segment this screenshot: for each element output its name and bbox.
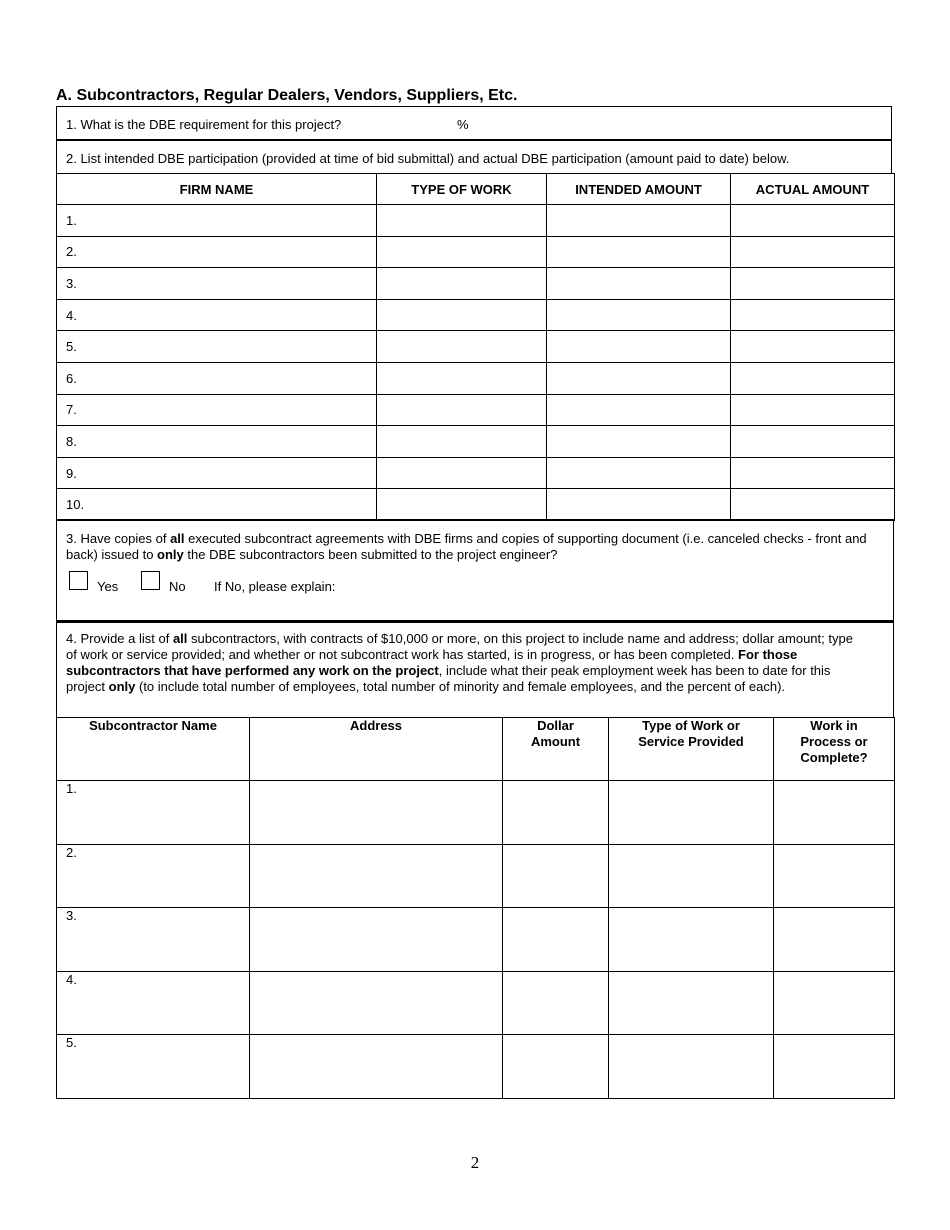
explain-label: If No, please explain: [214, 579, 336, 594]
subcontractor-name-cell[interactable]: 2. [57, 844, 250, 908]
intended-amount-cell[interactable] [547, 394, 731, 426]
address-cell[interactable] [250, 781, 503, 845]
table-row [57, 1035, 895, 1099]
actual-amount-cell[interactable] [731, 299, 895, 331]
q4-text-part: , include what their peak employment week has been to date for this project [66, 663, 831, 694]
q4-emphasis: only [108, 679, 136, 694]
type-of-work-cell[interactable] [377, 331, 547, 363]
subcontractors-table [56, 717, 895, 1099]
yes-label: Yes [97, 579, 119, 594]
address-cell[interactable] [250, 908, 503, 972]
firm-name-cell[interactable]: 7. [57, 394, 377, 426]
actual-amount-cell[interactable] [731, 268, 895, 300]
dollar-amount-cell[interactable] [503, 781, 609, 845]
col-type-of-work: TYPE OF WORK [377, 174, 547, 205]
work-status-cell[interactable] [774, 781, 895, 845]
type-of-work-cell[interactable] [609, 1035, 774, 1099]
subcontractor-name-cell[interactable]: 5. [57, 1035, 250, 1099]
type-of-work-cell[interactable] [377, 426, 547, 458]
table-row [57, 394, 895, 426]
subcontractor-name-cell[interactable]: 4. [57, 971, 250, 1035]
type-of-work-cell[interactable] [609, 908, 774, 972]
work-status-cell[interactable] [774, 908, 895, 972]
dollar-amount-cell[interactable] [503, 971, 609, 1035]
question-3-block [56, 519, 894, 621]
type-of-work-cell[interactable] [377, 362, 547, 394]
col-actual-amount: ACTUAL AMOUNT [731, 174, 895, 205]
subcontractor-name-cell[interactable]: 1. [57, 781, 250, 845]
firm-name-cell[interactable]: 8. [57, 426, 377, 458]
type-of-work-cell[interactable] [377, 236, 547, 268]
type-of-work-cell[interactable] [609, 971, 774, 1035]
dbe-participation-table [56, 173, 895, 521]
table-header-row [57, 718, 895, 781]
type-of-work-cell[interactable] [377, 299, 547, 331]
col-address: Address [250, 718, 503, 781]
table-row [57, 331, 895, 363]
firm-name-cell[interactable]: 5. [57, 331, 377, 363]
work-status-cell[interactable] [774, 844, 895, 908]
actual-amount-cell[interactable] [731, 205, 895, 237]
col-intended-amount: INTENDED AMOUNT [547, 174, 731, 205]
actual-amount-cell[interactable] [731, 236, 895, 268]
address-cell[interactable] [250, 1035, 503, 1099]
question-2-row [56, 139, 892, 173]
firm-name-cell[interactable]: 4. [57, 299, 377, 331]
q4-emphasis: all [172, 631, 188, 646]
work-status-cell[interactable] [774, 971, 895, 1035]
question-3-text [66, 531, 881, 563]
table-row [57, 426, 895, 458]
table-row [57, 236, 895, 268]
firm-name-cell[interactable]: 2. [57, 236, 377, 268]
actual-amount-cell[interactable] [731, 489, 895, 521]
col-subcontractor-name: Subcontractor Name [57, 718, 250, 781]
intended-amount-cell[interactable] [547, 457, 731, 489]
table-row [57, 268, 895, 300]
dollar-amount-cell[interactable] [503, 844, 609, 908]
type-of-work-cell[interactable] [377, 489, 547, 521]
question-1-text: 1. What is the DBE requirement for this project? [66, 117, 342, 132]
actual-amount-cell[interactable] [731, 394, 895, 426]
type-of-work-cell[interactable] [609, 781, 774, 845]
intended-amount-cell[interactable] [547, 299, 731, 331]
actual-amount-cell[interactable] [731, 331, 895, 363]
header-line: Complete? [800, 750, 868, 765]
q3-emphasis: only [157, 547, 184, 562]
q3-text-part: the DBE subcontractors been submitted to the project engineer? [183, 547, 558, 562]
col-work-status [774, 718, 895, 781]
intended-amount-cell[interactable] [547, 268, 731, 300]
actual-amount-cell[interactable] [731, 362, 895, 394]
intended-amount-cell[interactable] [547, 426, 731, 458]
dollar-amount-cell[interactable] [503, 1035, 609, 1099]
q4-emphasis: For those subcontractors that have performed any work on the project [66, 647, 798, 678]
header-line: Dollar [537, 718, 574, 733]
address-cell[interactable] [250, 971, 503, 1035]
intended-amount-cell[interactable] [547, 236, 731, 268]
question-4-text [66, 631, 866, 695]
table-header-row [57, 174, 895, 205]
firm-name-cell[interactable]: 3. [57, 268, 377, 300]
table-row [57, 362, 895, 394]
type-of-work-cell[interactable] [609, 844, 774, 908]
q4-text-part: (to include total number of employees, total number of minority and female employees, and the percent of each). [135, 679, 786, 694]
table-row [57, 781, 895, 845]
firm-name-cell[interactable]: 6. [57, 362, 377, 394]
dollar-amount-cell[interactable] [503, 908, 609, 972]
col-dollar-amount [503, 718, 609, 781]
section-title: A. Subcontractors, Regular Dealers, Vendors, Suppliers, Etc. [56, 87, 518, 104]
no-checkbox[interactable] [141, 571, 160, 590]
yes-checkbox[interactable] [69, 571, 88, 590]
header-line: Amount [530, 734, 581, 749]
table-row [57, 908, 895, 972]
type-of-work-cell[interactable] [377, 394, 547, 426]
firm-name-cell[interactable]: 9. [57, 457, 377, 489]
no-label: No [169, 579, 186, 594]
table-row [57, 205, 895, 237]
actual-amount-cell[interactable] [731, 426, 895, 458]
type-of-work-cell[interactable] [377, 457, 547, 489]
q3-text-part: executed subcontract agreements with DBE firms and copies of supporting document (i.e. canceled checks - front and back) issued to [66, 531, 867, 562]
header-line: Service Provided [638, 734, 744, 749]
col-firm-name: FIRM NAME [57, 174, 377, 205]
work-status-cell[interactable] [774, 1035, 895, 1099]
intended-amount-cell[interactable] [547, 489, 731, 521]
q3-emphasis: all [170, 531, 185, 546]
firm-name-cell[interactable]: 1. [57, 205, 377, 237]
table-row [57, 457, 895, 489]
subcontractor-name-cell[interactable]: 3. [57, 908, 250, 972]
question-4-block [56, 620, 894, 718]
type-of-work-cell[interactable] [377, 268, 547, 300]
q4-text-part: 4. Provide a list of [66, 631, 173, 646]
table-row [57, 299, 895, 331]
type-of-work-cell[interactable] [377, 205, 547, 237]
firm-name-cell[interactable]: 10. [57, 489, 377, 521]
q4-text-part: subcontractors, with contracts of $10,000 or more, on this project to include name and address; dollar amount; type of work or service provided; and whether or not subcontract work has started, is in progress, or has been completed. [66, 631, 853, 662]
intended-amount-cell[interactable] [547, 331, 731, 363]
page-number: 2 [470, 1153, 480, 1172]
header-line: Work in [810, 718, 858, 733]
q3-text-part: 3. Have copies of [66, 531, 171, 546]
table-row [57, 489, 895, 521]
actual-amount-cell[interactable] [731, 457, 895, 489]
header-line: Type of Work or [642, 718, 740, 733]
col-type-of-work [609, 718, 774, 781]
question-2-text: 2. List intended DBE participation (provided at time of bid submittal) and actual DBE participation (amount paid to date) below. [66, 151, 790, 166]
table-row [57, 844, 895, 908]
question-1-row [56, 106, 892, 139]
intended-amount-cell[interactable] [547, 205, 731, 237]
intended-amount-cell[interactable] [547, 362, 731, 394]
address-cell[interactable] [250, 844, 503, 908]
table-row [57, 971, 895, 1035]
percent-unit: % [457, 117, 469, 132]
header-line: Process or [800, 734, 868, 749]
